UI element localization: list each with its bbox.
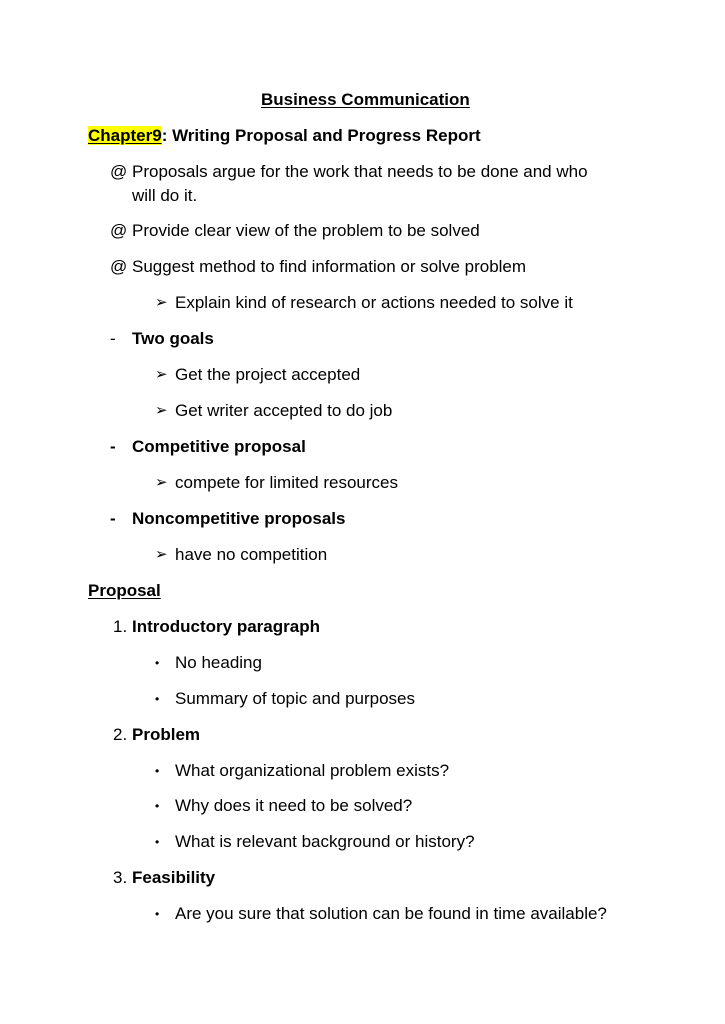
dash-icon: - <box>110 437 116 456</box>
dash-icon: - <box>110 509 116 528</box>
list-item: Are you sure that solution can be found in time available? <box>175 904 607 923</box>
step-number: 1. <box>113 617 128 636</box>
at-icon: @ <box>110 221 128 240</box>
section-heading: Noncompetitive proposals <box>132 509 346 528</box>
dot-bullet-icon: • <box>155 656 160 670</box>
list-item: have no competition <box>175 545 328 564</box>
step-number: 2. <box>113 725 128 744</box>
subpoint-text: Explain kind of research or actions needed to solve it <box>175 293 573 312</box>
at-point-text-continued: will do it. <box>132 186 198 205</box>
list-item: No heading <box>175 653 262 672</box>
dot-bullet-icon: • <box>155 835 160 849</box>
list-item: Why does it need to be solved? <box>175 796 413 815</box>
document-title: Business Communication <box>261 90 470 109</box>
arrow-bullet-icon: ➢ <box>155 294 168 311</box>
at-point-text: Proposals argue for the work that needs to be done and who <box>132 162 588 181</box>
dot-bullet-icon: • <box>155 907 160 921</box>
proposal-heading: Proposal <box>88 581 161 600</box>
dot-bullet-icon: • <box>155 764 160 778</box>
list-item: Get the project accepted <box>175 365 361 384</box>
at-point-text: Suggest method to find information or solve problem <box>132 257 527 276</box>
dot-bullet-icon: • <box>155 799 160 813</box>
dot-bullet-icon: • <box>155 692 160 706</box>
list-item: What organizational problem exists? <box>175 761 450 780</box>
arrow-bullet-icon: ➢ <box>155 402 168 419</box>
at-icon: @ <box>110 162 128 181</box>
chapter-heading <box>88 126 481 146</box>
section-heading: Competitive proposal <box>132 437 306 456</box>
at-point-text: Provide clear view of the problem to be solved <box>132 221 480 240</box>
list-item: Get writer accepted to do job <box>175 401 393 420</box>
step-number: 3. <box>113 868 128 887</box>
list-item: What is relevant background or history? <box>175 832 475 851</box>
list-item: compete for limited resources <box>175 473 398 492</box>
at-icon: @ <box>110 257 128 276</box>
step-heading: Introductory paragraph <box>132 617 320 636</box>
arrow-bullet-icon: ➢ <box>155 474 168 491</box>
section-heading: Two goals <box>132 329 214 348</box>
chapter-label: Chapter9 <box>88 126 162 145</box>
arrow-bullet-icon: ➢ <box>155 546 168 563</box>
chapter-title: : Writing Proposal and Progress Report <box>161 126 481 145</box>
arrow-bullet-icon: ➢ <box>155 366 168 383</box>
step-heading: Feasibility <box>132 868 216 887</box>
dash-icon: - <box>110 329 116 348</box>
step-heading: Problem <box>132 725 201 744</box>
list-item: Summary of topic and purposes <box>175 689 416 708</box>
